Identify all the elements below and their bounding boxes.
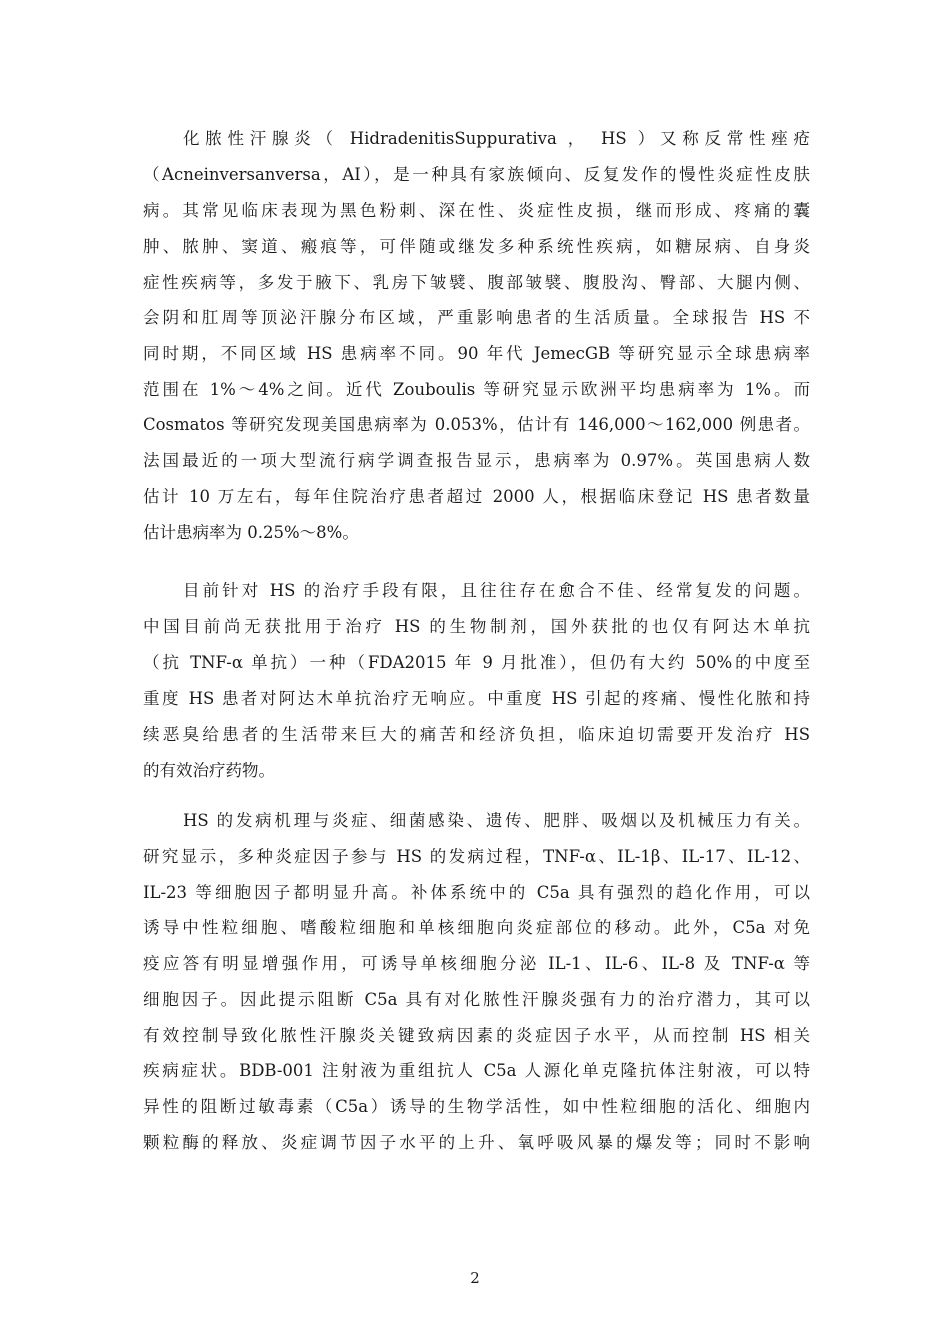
text-line: 肿、脓肿、窦道、瘢痕等，可伴随或继发多种系统性疾病，如糖尿病、自身炎 [143, 237, 810, 256]
text-line: 异性的阻断过敏毒素（C5a）诱导的生物学活性，如中性粒细胞的活化、细胞内 [143, 1097, 810, 1116]
text-line: 病。其常见临床表现为黑色粉刺、深在性、炎症性皮损，继而形成、疼痛的囊 [143, 201, 810, 220]
text-line: 目前针对 HS 的治疗手段有限，且往往存在愈合不佳、经常复发的问题。 [183, 581, 810, 600]
text-line: 会阴和肛周等顶泌汗腺分布区域，严重影响患者的生活质量。全球报告 HS 不 [143, 308, 810, 327]
text-line: （Acneinversanversa，AI），是一种具有家族倾向、反复发作的慢性炎症性皮肤 [143, 165, 810, 184]
text-line: 疾病症状。BDB-001 注射液为重组抗人 C5a 人源化单克隆抗体注射液，可以特 [143, 1061, 810, 1080]
text-line: 颗粒酶的释放、炎症调节因子水平的上升、氧呼吸风暴的爆发等；同时不影响 [143, 1133, 810, 1152]
text-line: 化脓性汗腺炎（ HidradenitisSuppurativa ， HS ）又称反常性痤疮 [183, 129, 810, 148]
text-line: 诱导中性粒细胞、嗜酸粒细胞和单核细胞向炎症部位的移动。此外，C5a 对免 [143, 918, 810, 937]
text-line: HS 的发病机理与炎症、细菌感染、遗传、肥胖、吸烟以及机械压力有关。 [183, 811, 810, 830]
text-line: 法国最近的一项大型流行病学调查报告显示，患病率为 0.97%。英国患病人数 [143, 451, 810, 470]
text-line: （抗 TNF-α 单抗）一种（FDA2015 年 9 月批准），但仍有大约 50%的中度至 [143, 653, 810, 672]
text-line: 续恶臭给患者的生活带来巨大的痛苦和经济负担，临床迫切需要开发治疗 HS [143, 725, 810, 744]
text-line: 估计患病率为 0.25%～8%。 [143, 523, 359, 542]
text-line: 同时期，不同区域 HS 患病率不同。90 年代 JemecGB 等研究显示全球患病率 [143, 344, 810, 363]
text-line: 范围在 1%～4%之间。近代 Zouboulis 等研究显示欧洲平均患病率为 1%。而 [143, 380, 810, 399]
text-line: IL-23 等细胞因子都明显升高。补体系统中的 C5a 具有强烈的趋化作用，可以 [143, 883, 810, 902]
text-line: 症性疾病等，多发于腋下、乳房下皱襞、腹部皱襞、腹股沟、臀部、大腿内侧、 [143, 273, 810, 292]
text-line: 细胞因子。因此提示阻断 C5a 具有对化脓性汗腺炎强有力的治疗潜力，其可以 [143, 990, 810, 1009]
text-line: 有效控制导致化脓性汗腺炎关键致病因素的炎症因子水平，从而控制 HS 相关 [143, 1026, 810, 1045]
text-line: 重度 HS 患者对阿达木单抗治疗无响应。中重度 HS 引起的疼痛、慢性化脓和持 [143, 689, 810, 708]
text-line: 中国目前尚无获批用于治疗 HS 的生物制剂，国外获批的也仅有阿达木单抗 [143, 617, 810, 636]
text-line: 的有效治疗药物。 [143, 761, 275, 780]
text-line: 估计 10 万左右，每年住院治疗患者超过 2000 人，根据临床登记 HS 患者数量 [143, 487, 810, 506]
text-line: 疫应答有明显增强作用，可诱导单核细胞分泌 IL-1、IL-6、IL-8 及 TNF-α 等 [143, 954, 810, 973]
text-line: 研究显示，多种炎症因子参与 HS 的发病过程，TNF-α、IL-1β、IL-17、IL-12、 [143, 847, 810, 866]
text-line: Cosmatos 等研究发现美国患病率为 0.053%，估计有 146,000～162,000 例患者。 [143, 415, 810, 434]
page-number: 2 [470, 1269, 480, 1287]
